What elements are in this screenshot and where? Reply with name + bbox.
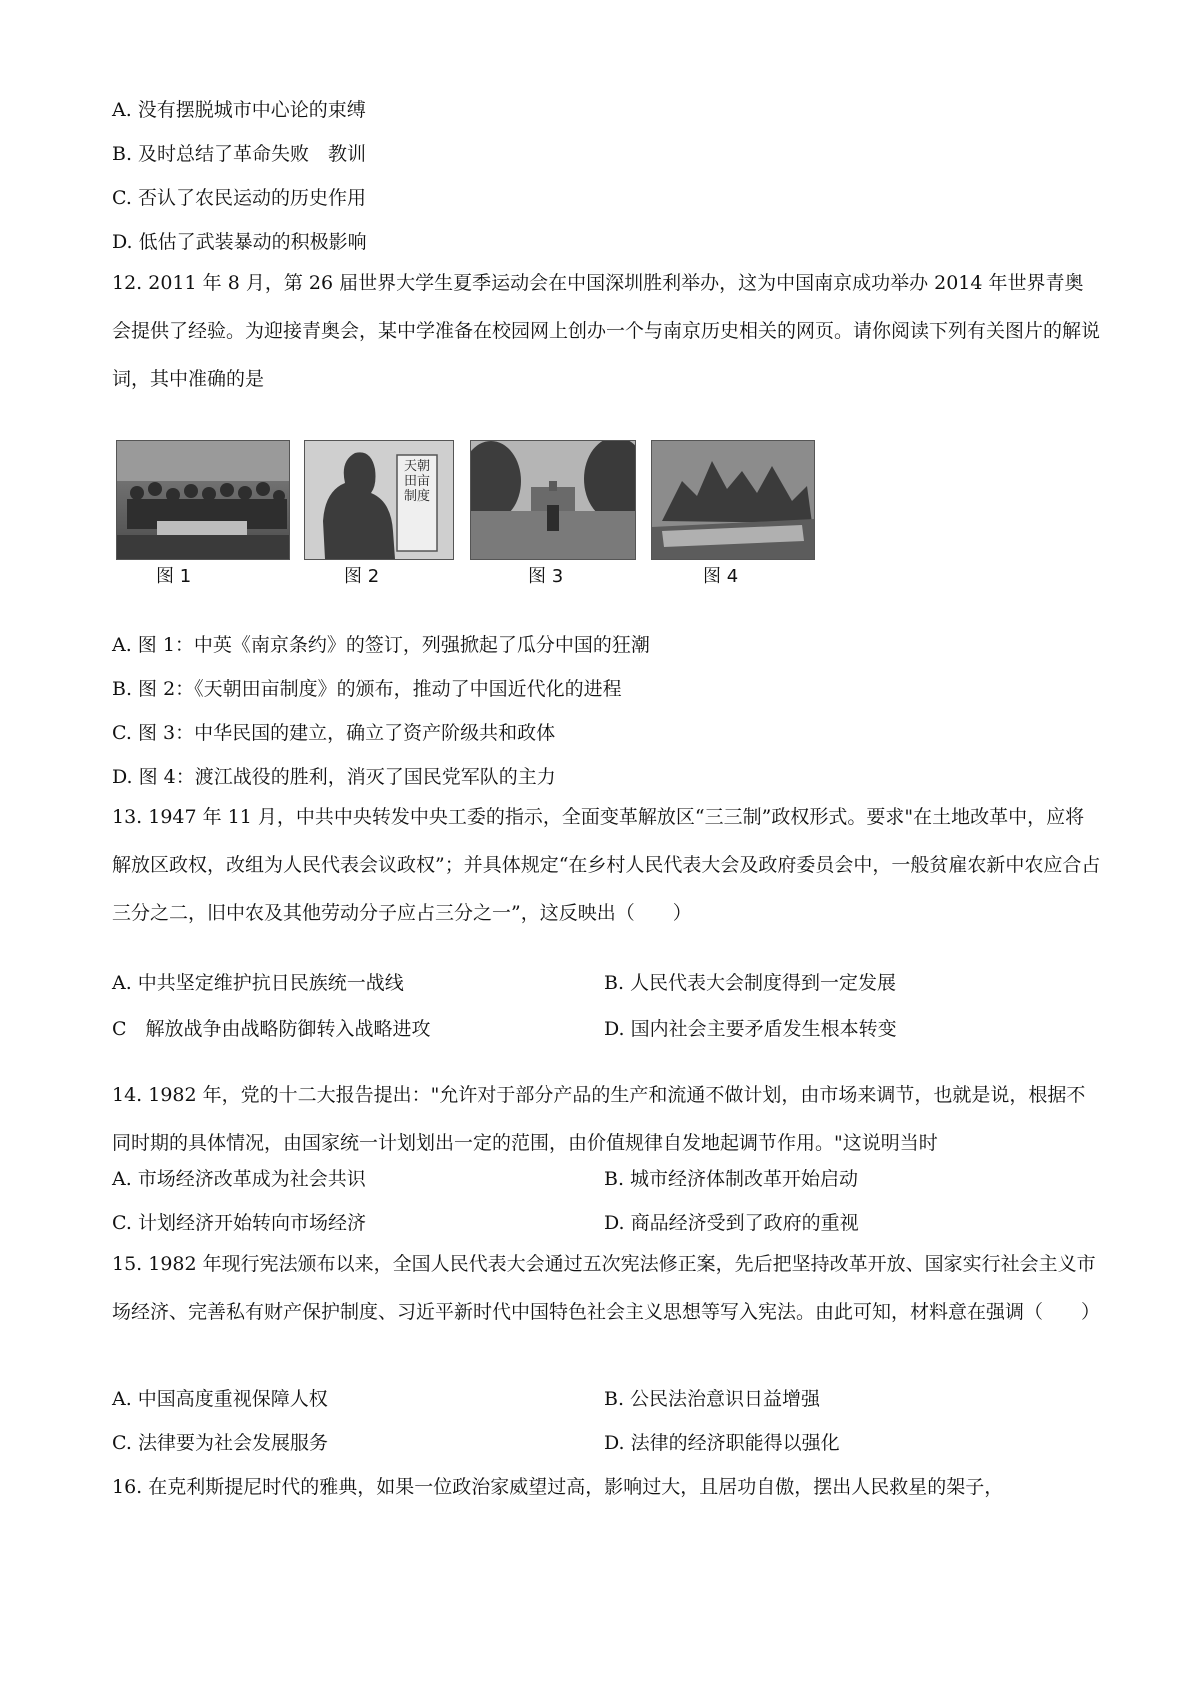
figure-2-photo: [304, 440, 454, 560]
q15-option-a: A. 中国高度重视保障人权: [112, 1388, 328, 1410]
signing-scene-image: [117, 441, 289, 559]
q13-option-a: A. 中共坚定维护抗日民族统一战线: [112, 972, 404, 994]
figure-1: [116, 440, 290, 587]
q12-option-c: C. 图 3：中华民国的建立，确立了资产阶级共和政体: [112, 722, 556, 744]
q13-option-c: C 解放战争由战略防御转入战略进攻: [112, 1018, 431, 1040]
figure-4-caption: 图 4: [703, 566, 739, 587]
q15-stem: 15. 1982 年现行宪法颁布以来，全国人民代表大会通过五次宪法修正案，先后把坚持改革开放、国家实行社会主义市场经济、完善私有财产保护制度、习近平新时代中国特色社会主义思想等写入宪法。由此可知，材料意在强调（ ）: [112, 1253, 1101, 1323]
q14-option-a: A. 市场经济改革成为社会共识: [112, 1168, 366, 1190]
q15-option-c: C. 法律要为社会发展服务: [112, 1432, 328, 1454]
monument-sculpture-image: [652, 441, 814, 559]
figure-3-caption: 图 3: [528, 566, 564, 587]
building-courtyard-image: [471, 441, 635, 559]
q15-option-d: D. 法律的经济职能得以强化: [604, 1432, 840, 1454]
figure-2-caption: 图 2: [344, 566, 380, 587]
figure-4-photo: [651, 440, 815, 560]
q14-option-c: C. 计划经济开始转向市场经济: [112, 1212, 366, 1234]
q11-option-a: A. 没有摆脱城市中心论的束缚: [112, 99, 366, 121]
q12-option-a: A. 图 1：中英《南京条约》的签订，列强掀起了瓜分中国的狂潮: [112, 634, 650, 656]
q13-stem: 13. 1947 年 11 月，中共中央转发中央工委的指示，全面变革解放区“三三制”政权形式。要求"在土地改革中，应将解放区政权，改组为人民代表会议政权”；并具体规定“在乡村人民代表大会及政府委员会中，一般贫雇农新中农应合占三分之二，旧中农及其他劳动分子应占三分之一”，这反映出（ ）: [112, 806, 1101, 924]
q13-option-d: D. 国内社会主要矛盾发生根本转变: [604, 1018, 897, 1040]
figure-3: [470, 440, 636, 587]
q16-stem: 16. 在克利斯提尼时代的雅典，如果一位政治家威望过高，影响过大，且居功自傲，摆出人民救星的架子，: [112, 1476, 1004, 1498]
book-title: 天朝田亩制度: [403, 459, 430, 504]
q11-option-c: C. 否认了农民运动的历史作用: [112, 187, 366, 209]
q12-option-d: D. 图 4：渡江战役的胜利，消灭了国民党军队的主力: [112, 766, 556, 788]
q15-option-b: B. 公民法治意识日益增强: [604, 1388, 821, 1410]
q14-stem: 14. 1982 年，党的十二大报告提出："允许对于部分产品的生产和流通不做计划，由市场来调节，也就是说，根据不同时期的具体情况，由国家统一计划划出一定的范围，由价值规律自发地起调节作用。"这说明当时: [112, 1084, 1086, 1154]
figure-2: [304, 440, 454, 587]
q12-stem: 12. 2011 年 8 月，第 26 届世界大学生夏季运动会在中国深圳胜利举办，这为中国南京成功举办 2014 年世界青奥会提供了经验。为迎接青奥会，某中学准备在校园网上创办一个与南京历史相关的网页。请你阅读下列有关图片的解说词，其中准确的是: [112, 272, 1101, 390]
q11-option-b: B. 及时总结了革命失败 教训: [112, 143, 367, 165]
q12-figures: [116, 440, 896, 600]
q12-option-b: B. 图 2：《天朝田亩制度》的颁布，推动了中国近代化的进程: [112, 678, 622, 700]
q14-option-b: B. 城市经济体制改革开始启动: [604, 1168, 859, 1190]
q11-option-d: D. 低估了武装暴动的积极影响: [112, 231, 367, 253]
q14-option-d: D. 商品经济受到了政府的重视: [604, 1212, 859, 1234]
q13-option-b: B. 人民代表大会制度得到一定发展: [604, 972, 897, 994]
figure-3-photo: [470, 440, 636, 560]
figure-1-caption: 图 1: [156, 566, 192, 587]
figure-1-photo: [116, 440, 290, 560]
figure-4: [651, 440, 815, 587]
